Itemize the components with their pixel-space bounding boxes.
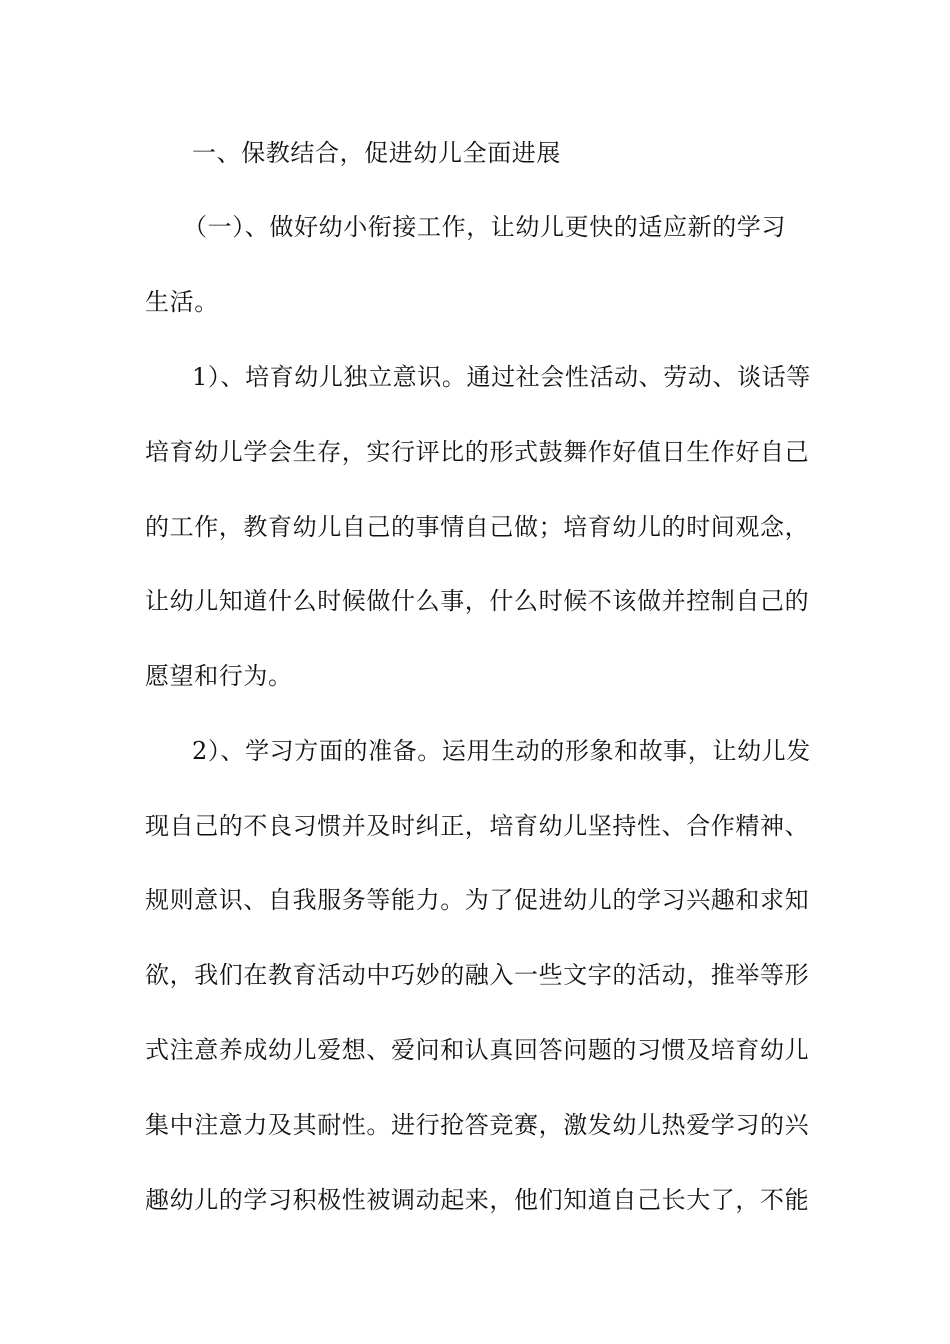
paragraph-1-line-4: 让幼儿知道什么时候做什么事，什么时候不该做并控制自己的 — [145, 587, 810, 615]
paragraph-2-line-3: 规则意识、自我服务等能力。为了促进幼儿的学习兴趣和求知 — [145, 886, 810, 914]
paragraph-2-line-7: 趣幼儿的学习积极性被调动起来，他们知道自己长大了，不能 — [145, 1186, 810, 1214]
paragraph-2-line-2: 现自己的不良习惯并及时纠正，培育幼儿坚持性、合作精神、 — [145, 812, 810, 840]
paragraph-1-line-1: 1）、培育幼儿独立意识。通过社会性活动、劳动、谈话等 — [192, 363, 811, 391]
paragraph-2-line-1: 2）、学习方面的准备。运用生动的形象和故事，让幼儿发 — [192, 737, 811, 765]
subsection-heading-line-1: （一）、做好幼小衔接工作，让幼儿更快的适应新的学习 — [183, 213, 786, 241]
paragraph-1-line-3: 的工作，教育幼儿自己的事情自己做；培育幼儿的时间观念， — [145, 513, 810, 541]
paragraph-2-line-5: 式注意养成幼儿爱想、爱问和认真回答问题的习惯及培育幼儿 — [145, 1036, 810, 1064]
paragraph-2-line-4: 欲，我们在教育活动中巧妙的融入一些文字的活动，推举等形 — [145, 961, 810, 989]
paragraph-1-line-5: 愿望和行为。 — [145, 662, 293, 690]
section-heading: 一、保教结合，促进幼儿全面进展 — [192, 139, 561, 167]
paragraph-2-line-6: 集中注意力及其耐性。进行抢答竞赛，激发幼儿热爱学习的兴 — [145, 1111, 810, 1139]
paragraph-1-line-2: 培育幼儿学会生存，实行评比的形式鼓舞作好值日生作好自己 — [145, 438, 810, 466]
subsection-heading-line-2: 生活。 — [145, 288, 219, 316]
